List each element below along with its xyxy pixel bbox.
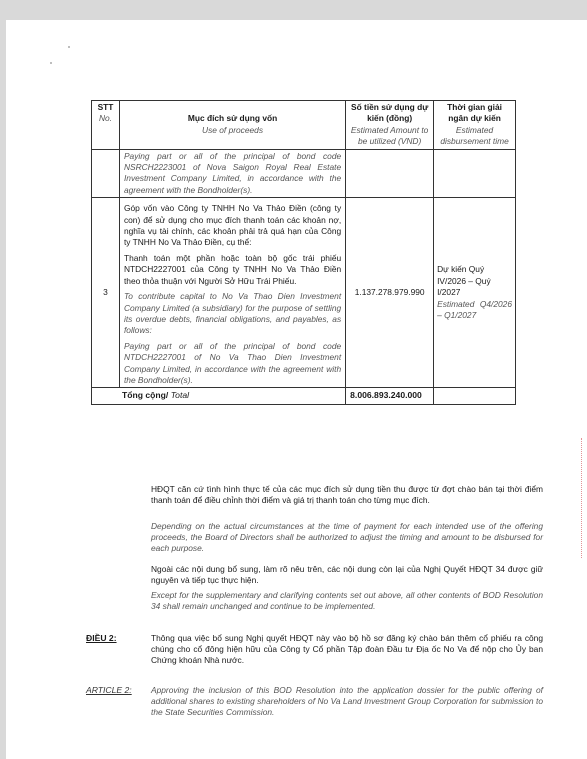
document-page	[6, 20, 587, 759]
total-label: Tổng cộng/ Total	[92, 388, 346, 404]
purpose-en-2: Paying part or all of the principal of bond code NTDCH2227001 of No Va Thao Dien Investment Company Limited, in accordance with the agreement with the Bondholder(s).	[123, 340, 342, 385]
total-amount: 8.006.893.240.000	[346, 388, 434, 404]
row-amount: 1.137.278.979.990	[346, 198, 434, 388]
row-time-en: Estimated Q4/2026 – Q1/2027	[437, 298, 512, 320]
paragraph-2-vn: Ngoài các nội dung bổ sung, làm rõ nêu trên, các nội dung còn lại của Nghị Quyết HĐQT 34 được giữ nguyên và tiếp tục thực hiện.	[151, 564, 543, 586]
header-stt: STT No.	[92, 101, 120, 150]
header-time: Thời gian giải ngân dự kiến Estimated disbursement time	[434, 101, 516, 150]
table-row-continued	[92, 149, 516, 198]
article-2-text-en: Approving the inclusion of this BOD Resolution into the application dossier for the public offering of additional shares to existing shareholders of No Va Land Investment Group Corporation for submission to the State Securities Commission.	[151, 685, 543, 718]
use-of-proceeds-table	[91, 100, 516, 405]
purpose-en-1: To contribute capital to No Va Thao Dien Investment Company Limited (a subsidiary) for the purpose of settling its overdue debts, financial obligations, and payables, as follows:	[123, 291, 342, 336]
table-total-row	[92, 388, 516, 404]
paragraph-2-en: Except for the supplementary and clarifying contents set out above, all other contents of BOD Resolution 34 shall remain unchanged and continue to be implemented.	[151, 590, 543, 612]
purpose-vn-2: Thanh toán một phần hoặc toàn bộ gốc trái phiếu NTDCH2227001 của Công ty TNHH No Va Thảo Điền theo thỏa thuận với Người Sở Hữu Trái Phiếu.	[123, 252, 342, 286]
scan-speck	[50, 62, 52, 64]
article-2-label-en: ARTICLE 2:	[86, 685, 132, 695]
row-stt: 3	[92, 198, 120, 388]
scan-speck	[68, 46, 70, 48]
paragraph-1-vn: HĐQT căn cứ tình hình thực tế của các mục đích sử dụng tiền thu được từ đợt chào bán tại thời điểm thanh toán để điều chỉnh thời điểm và giá trị thanh toán cho từng mục đích.	[151, 484, 543, 506]
table-header-row	[92, 101, 516, 150]
article-2-text-vn: Thông qua việc bổ sung Nghị quyết HĐQT này vào bộ hồ sơ đăng ký chào bán thêm cổ phiếu ra công chúng cho cổ đông hiện hữu của Công ty Cổ phần Tập đoàn Đầu tư Địa ốc No Va để nộp cho Ủy ban Chứng khoán Nhà nước.	[151, 633, 543, 666]
table-row-3	[92, 198, 516, 388]
header-amount: Số tiền sử dụng dự kiến (đồng) Estimated Amount to be utilized (VND)	[346, 101, 434, 150]
paragraph-1-en: Depending on the actual circumstances at the time of payment for each intended use of the offering proceeds, the Board of Directors shall be authorized to adjust the timing and amount to be disbursed for each purpose.	[151, 521, 543, 554]
purpose-vn-1: Góp vốn vào Công ty TNHH No Va Thảo Điền (công ty con) để sử dụng cho mục đích thanh toán các khoản nợ, nghĩa vụ tài chính, các khoản phải trả quá hạn của Công ty TNHH No Va Thảo Điền, cụ thể:	[123, 203, 342, 248]
stamp-edge-mark	[581, 438, 585, 558]
row-time-vn: Dự kiến Quý IV/2026 – Quý I/2027	[437, 264, 491, 298]
header-purpose: Mục đích sử dụng vốn Use of proceeds	[119, 101, 345, 150]
article-2-label-vn: ĐIỀU 2:	[86, 633, 117, 643]
purpose-en-continued: Paying part or all of the principal of bond code NSRCH2223001 of Nova Saigon Royal Real Estate Investment Company Limited, in accordance with the agreement with the Bondholder(s).	[123, 150, 342, 195]
